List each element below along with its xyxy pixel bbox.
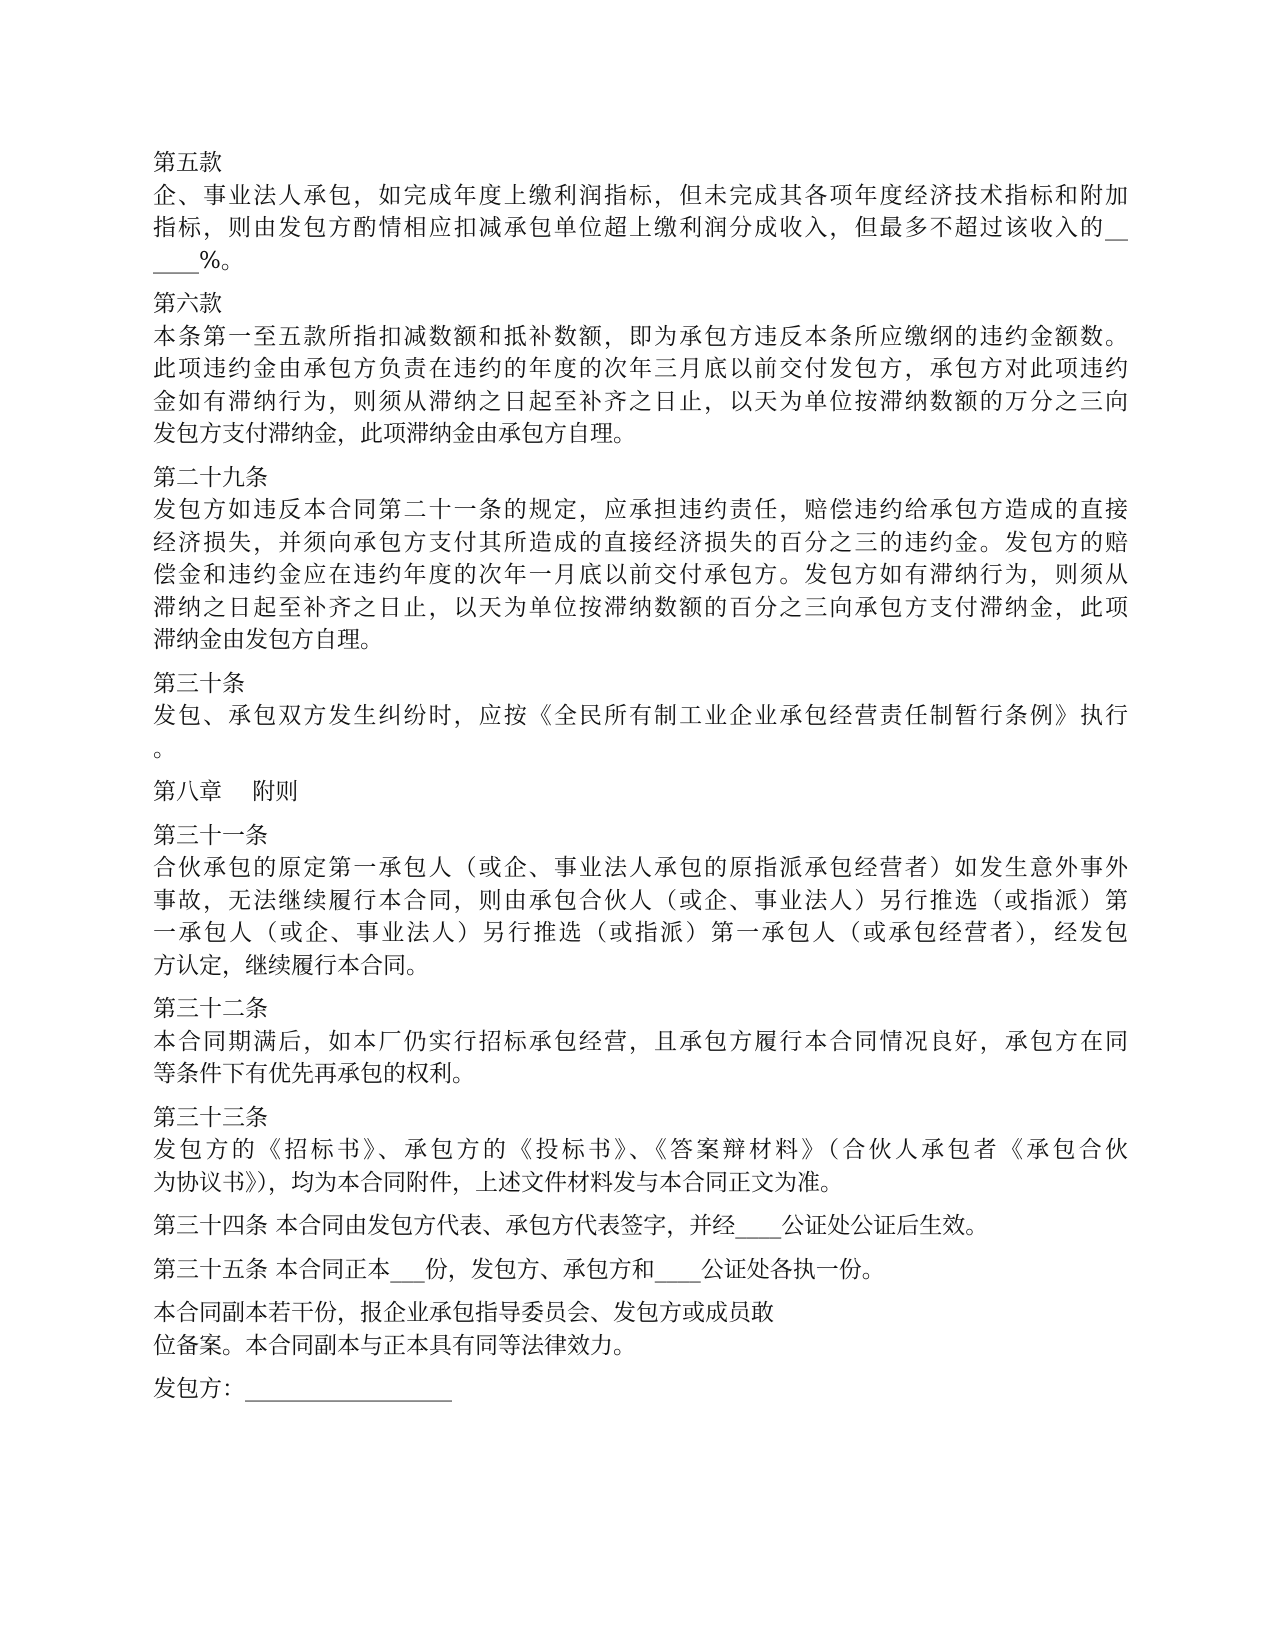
clause-block	[153, 147, 1128, 277]
clause-text-line: 经济损失，并须向承包方支付其所造成的直接经济损失的百分之三的违约金。发包方的赔	[153, 529, 1128, 556]
clause-heading: 第五款	[153, 150, 222, 176]
clause-block	[153, 820, 1128, 983]
clause-text-line: 金如有滞纳行为，则须从滞纳之日起至补齐之日止，以天为单位按滞纳数额的万分之三向	[153, 388, 1128, 415]
clause-text-line: 滞纳之日起至补齐之日止，以天为单位按滞纳数额的百分之三向承包方支付滞纳金，此项	[153, 594, 1128, 621]
clause-text-line: 发包方支付滞纳金，此项滞纳金由承包方自理。	[153, 421, 636, 447]
clause-heading: 第六款	[153, 291, 222, 317]
clause-text-line: 合伙承包的原定第一承包人（或企、事业法人承包的原指派承包经营者）如发生意外事外	[153, 855, 1128, 881]
clause-text-line: 企、事业法人承包，如完成年度上缴利润指标，但未完成其各项年度经济技术指标和附加	[153, 182, 1128, 209]
clause-block	[153, 668, 1128, 766]
clause-text-line: 位备案。本合同副本与正本具有同等法律效力。	[153, 1332, 636, 1359]
clause-text-line: 为协议书》），均为本合同附件，上述文件材料发与本合同正文为准。	[153, 1169, 843, 1196]
clause-heading: 第三十二条	[153, 996, 268, 1022]
clause-heading: 第三十五条 本合同正本___份，发包方、承包方和____公证处各执一份。	[153, 1256, 885, 1283]
clause-text-line: ____%。	[153, 247, 244, 274]
clause-heading: 本合同副本若干份，报企业承包指导委员会、发包方或成员敢	[153, 1300, 774, 1326]
clause-text-line: 事故，无法继续履行本合同，则由承包合伙人（或企、事业法人）另行推选（或指派）第	[153, 887, 1128, 914]
clause-text-line: 指标，则由发包方酌情相应扣减承包单位超上缴利润分成收入，但最多不超过该收入的__	[153, 215, 1128, 241]
clause-text-line: 本条第一至五款所指扣减数额和抵补数额，即为承包方违反本条所应缴纲的违约金额数。	[153, 323, 1128, 350]
clause-text-line: 一承包人（或企、事业法人）另行推选（或指派）第一承包人（或承包经营者），经发包	[153, 920, 1128, 946]
clause-text-line: 等条件下有优先再承包的权利。	[153, 1061, 475, 1087]
clause-block	[153, 462, 1128, 657]
clause-text-line: 。	[153, 735, 176, 762]
clause-block	[153, 1297, 1128, 1362]
clause-text-line: 滞纳金由发包方自理。	[153, 627, 383, 653]
clause-block	[153, 288, 1128, 451]
clause-heading: 第三十一条	[153, 822, 268, 849]
clause-heading: 第三十条	[153, 670, 245, 697]
clause-heading: 第二十九条	[153, 464, 268, 491]
clause-block	[153, 1102, 1128, 1200]
clause-text-line: 此项违约金由承包方负责在违约的年度的次年三月底以前交付发包方，承包方对此项违约	[153, 356, 1128, 382]
clause-block	[153, 1254, 1128, 1287]
clause-block	[153, 1373, 1128, 1406]
clause-text-line: 偿金和违约金应在违约年度的次年一月底以前交付承包方。发包方如有滞纳行为，则须从	[153, 562, 1128, 588]
document-page	[153, 147, 1128, 1417]
clause-text-line: 本合同期满后，如本厂仍实行招标承包经营，且承包方履行本合同情况良好，承包方在同	[153, 1028, 1128, 1055]
clause-text-line: 方认定，继续履行本合同。	[153, 952, 429, 979]
clause-block	[153, 993, 1128, 1091]
clause-block	[153, 776, 1128, 809]
clause-text-line: 发包方的《招标书》、承包方的《投标书》、《答案辩材料》（合伙人承包者《承包合伙	[153, 1137, 1128, 1163]
clause-text-line: 发包方如违反本合同第二十一条的规定，应承担违约责任，赔偿违约给承包方造成的直接	[153, 497, 1128, 523]
clause-text-line: 发包、承包双方发生纠纷时，应按《全民所有制工业企业承包经营责任制暂行条例》执行	[153, 703, 1128, 729]
clause-heading: 第八章 附则	[153, 779, 299, 805]
clause-heading: 发包方：__________________	[153, 1376, 452, 1402]
clause-heading: 第三十四条 本合同由发包方代表、承包方代表签字，并经____公证处公证后生效。	[153, 1213, 989, 1239]
clause-block	[153, 1210, 1128, 1243]
clause-heading: 第三十三条	[153, 1104, 268, 1131]
